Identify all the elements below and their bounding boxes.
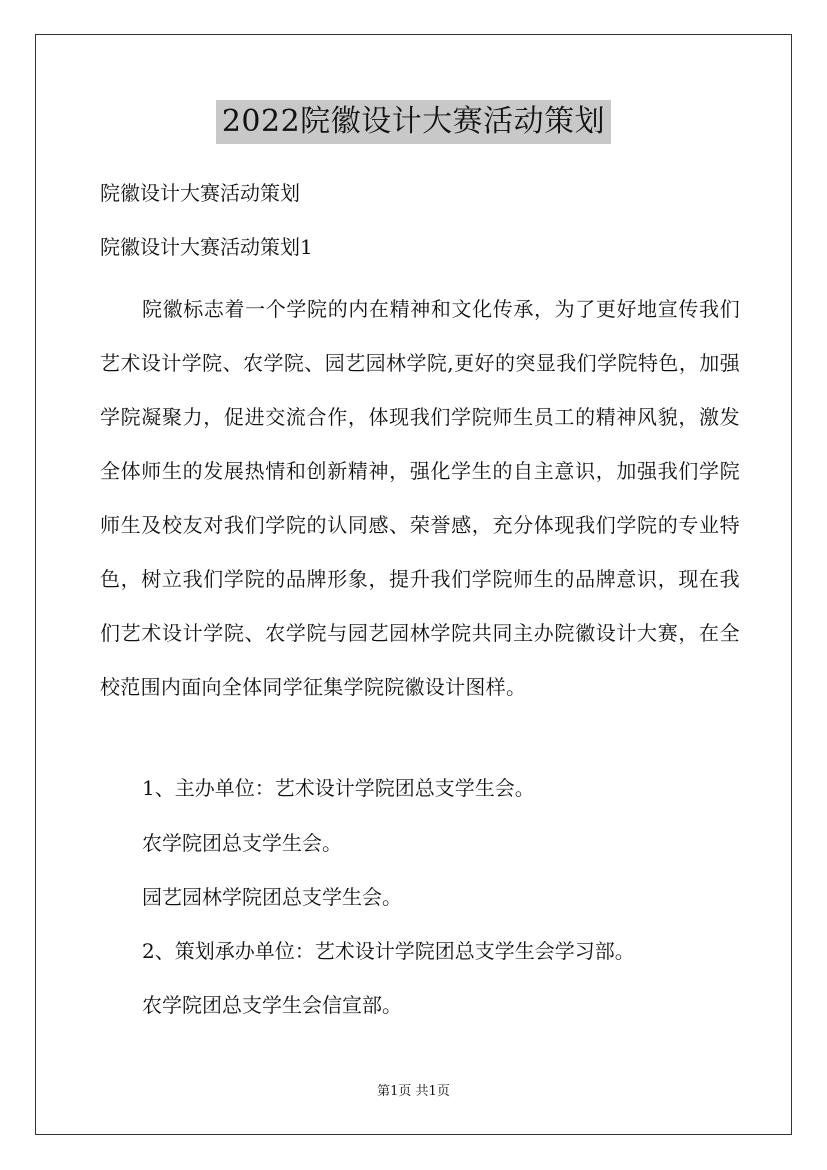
page-number-footer: 第1页 共1页 [377, 1084, 450, 1099]
intro-paragraph: 院徽标志着一个学院的内在精神和文化传承，为了更好地宣传我们艺术设计学院、农学院、园艺园林学院,更好的突显我们学院特色，加强学院凝聚力，促进交流合作，体现我们学院师生员工的精神风貌，激发全体师生的发展热情和创新精神，强化学生的自主意识，加强我们学院师生及校友对我们学院的认同感、荣誉感，充分体现我们学院的专业特色，树立我们学院的品牌形象，提升我们学院师生的品牌意识，现在我们艺术设计学院、农学院与园艺园林学院共同主办院徽设计大赛，在全校范围内面向全体同学征集学院院徽设计图样。 [100, 297, 740, 699]
list-item-planner: 2、策划承办单位：艺术设计学院团总支学生会学习部。 [142, 939, 635, 963]
list-item-planner-2: 农学院团总支学生会信宣部。 [142, 993, 402, 1017]
list-item-organizer-2: 农学院团总支学生会。 [142, 831, 342, 855]
document-title: 2022院徽设计大赛活动策划 [216, 100, 611, 144]
subtitle-line-2: 院徽设计大赛活动策划1 [100, 235, 313, 259]
list-item-organizer: 1、主办单位：艺术设计学院团总支学生会。 [142, 776, 535, 800]
subtitle-line-1: 院徽设计大赛活动策划 [100, 181, 300, 205]
title-container [0, 100, 827, 144]
list-item-organizer-3: 园艺园林学院团总支学生会。 [142, 885, 402, 909]
